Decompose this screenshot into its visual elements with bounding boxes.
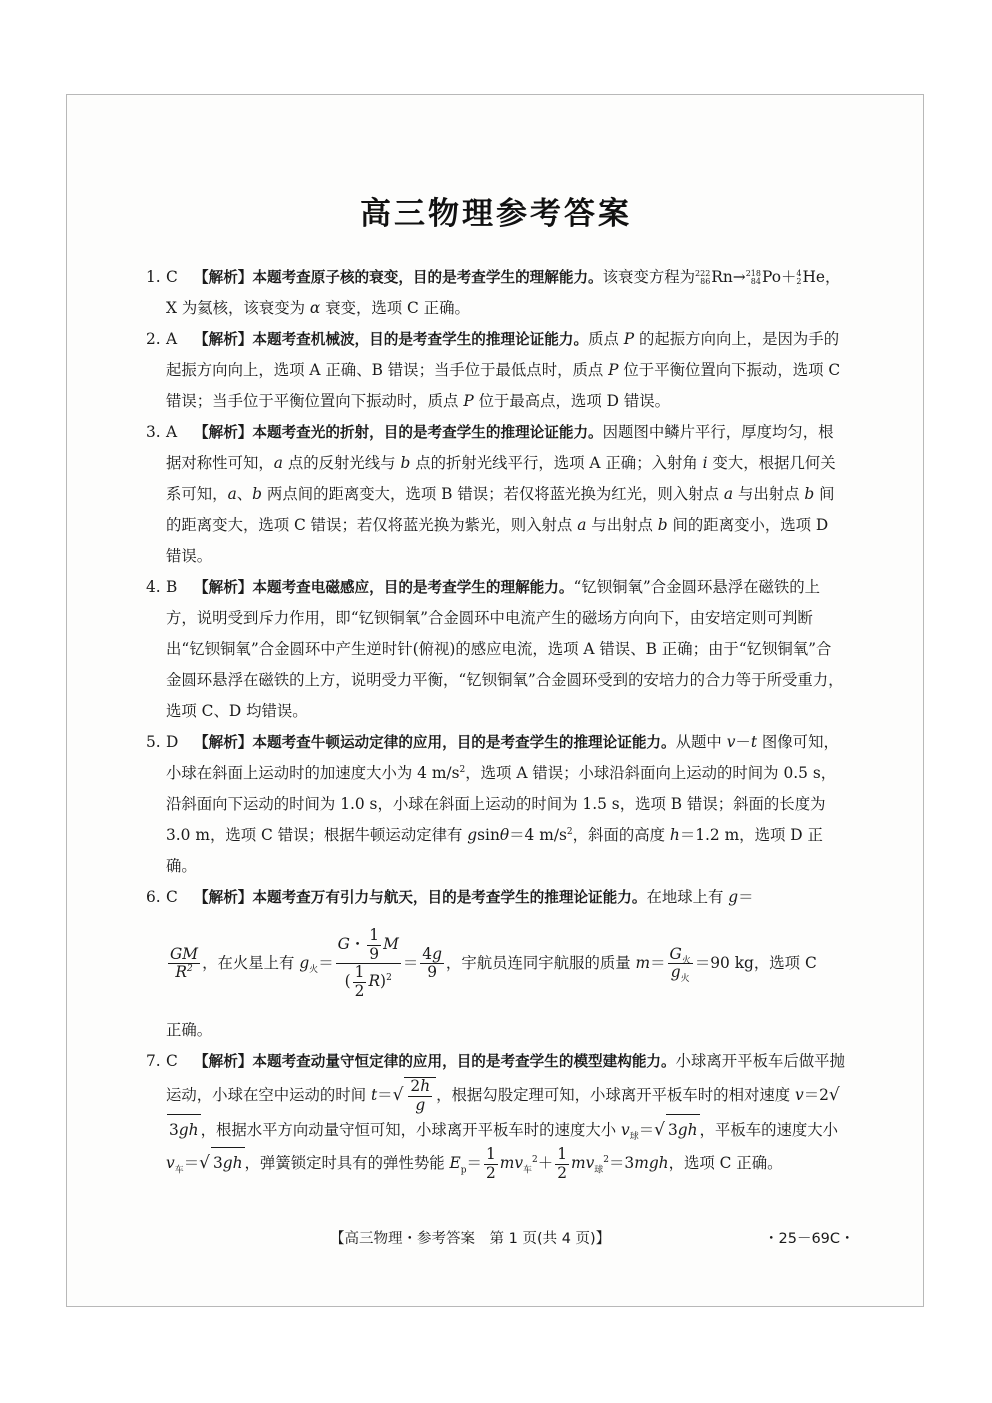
- question-5: 5. D 【解析】本题考查牛顿运动定律的应用，目的是考查学生的推理论证能力。从题中 v－t 图像可知，小球在斜面上运动时的加速度大小为 4 $m/s^2$，选项 A 错误；小球沿斜面向上运动的时间为 0.5 s，沿斜面向下运动的时间为 1.0 s，小球在斜面上运动的时间为 1.5 s，选项 B 错误；斜面的长度为 3.0 m，选项 C 错误；根据牛顿运动定律有 gsinθ＝4 $m/s^2$，斜面的高度 h＝1.2 m，选项 D 正确。: [146, 727, 846, 882]
- question-number: 1.: [146, 268, 161, 286]
- answer-letter: C: [166, 1051, 178, 1070]
- analysis-tag: 【解析】: [194, 331, 253, 348]
- answer-letter: A: [166, 330, 178, 348]
- page-title: 高三物理参考答案: [360, 196, 632, 232]
- footer-code: ・25－69C・: [764, 1231, 855, 1247]
- question-3: 3. A 【解析】本题考查光的折射，目的是考查学生的推理论证能力。因题图中鳞片平行，厚度均匀，根据对称性可知，a 点的反射光线与 b 点的折射光线平行，选项 A 正确；入射角 i 变大，根据几何关系可知，a、b 两点间的距离变大，选项 B 错误；若仅将蓝光换为红光，则入射点 a 与出射点 b 间的距离变大，选项 C 错误；若仅将蓝光换为紫光，则入射点 a 与出射点 b 间的距离变小，选项 D 错误。: [146, 417, 846, 572]
- answer-letter: D: [166, 733, 179, 751]
- analysis-tag: 【解析】: [194, 1052, 253, 1070]
- question-focus: 本题考查牛顿运动定律的应用，目的是考查学生的推理论证能力。: [252, 734, 676, 751]
- analysis-tag: 【解析】: [194, 734, 253, 751]
- question-number: 4.: [146, 578, 161, 596]
- analysis-tag: 【解析】: [194, 269, 253, 286]
- answer-letter: A: [166, 423, 178, 441]
- analysis-tag: 【解析】: [194, 579, 253, 596]
- question-7: 7. C 【解析】本题考查动量守恒定律的应用，目的是考查学生的模型建构能力。小球离开平板车后做平抛运动，小球在空中运动的时间 t＝√ $\frac{2h}{g}$ ，根据勾股定理可知，小球离开平板车时的相对速度 v＝2√3gh ，根据水平方向动量守恒可知，小球离开平板车时的速度大小 $v_球=√$ 3gh ，平板车的速度大小 $v_车=√$ 3gh ，弹簧锁定时具有的弹性势能 $E_p=$ $\frac{1}{2}$ $mv_车^2+$ $\frac{1}{2}$ $mv_球^2=3mgh$，选项 C 正确。: [146, 1046, 846, 1183]
- question-focus: 本题考查机械波，目的是考查学生的推理论证能力。: [252, 331, 589, 348]
- question-focus: 本题考查电磁感应，目的是考查学生的理解能力。: [252, 579, 574, 596]
- question-number: 5.: [146, 733, 161, 751]
- analysis-tag: 【解析】: [194, 424, 253, 441]
- answer-list: [146, 262, 846, 1183]
- question-4: 4. B 【解析】本题考查电磁感应，目的是考查学生的理解能力。“钇钡铜氧”合金圆环悬浮在磁铁的上方，说明受到斥力作用，即“钇钡铜氧”合金圆环中电流产生的磁场方向向下，由安培定则可判断出“钇钡铜氧”合金圆环中产生逆时针(俯视)的感应电流，选项 A 错误、B 正确；由于“钇钡铜氧”合金圆环悬浮在磁铁的上方，说明受力平衡，“钇钡铜氧”合金圆环受到的安培力的合力等于所受重力，选项 C、D 均错误。: [146, 572, 846, 727]
- question-2: 2. A 【解析】本题考查机械波，目的是考查学生的推理论证能力。质点 P 的起振方向向上，是因为手的起振方向向上，选项 A 正确、B 错误；当手位于最低点时，质点 P 位于平衡位置向下振动，选项 C 错误；当手位于平衡位置向下振动时，质点 P 位于最高点，选项 D 错误。: [146, 324, 846, 417]
- answer-letter: B: [166, 578, 178, 596]
- question-focus: 本题考查原子核的衰变，目的是考查学生的理解能力。: [252, 269, 603, 286]
- question-6: 6. C 【解析】本题考查万有引力与航天，目的是考查学生的推理论证能力。在地球上有 g＝ $\frac{GM}{R^2}$ ，在火星上有 $g_火=$ G・ $\frac{1}{9}$ M ( $\frac{1}{2}$ R)$^2$ ＝ $\frac{4g}{9}$ ，宇航员连同宇航服的质量 m＝ $\frac{G_火}{g_火}$ ＝90 kg，选项 C 正确。: [146, 882, 846, 1046]
- question-focus: 本题考查光的折射，目的是考查学生的推理论证能力。: [252, 424, 603, 441]
- question-number: 7.: [146, 1051, 161, 1070]
- question-number: 3.: [146, 423, 161, 441]
- question-number: 2.: [146, 330, 161, 348]
- question-focus: 本题考查万有引力与航天，目的是考查学生的推理论证能力。: [252, 889, 647, 906]
- question-number: 6.: [146, 888, 161, 906]
- question-1: 1. C 【解析】本题考查原子核的衰变，目的是考查学生的理解能力。该衰变方程为 222 86 Rn→ 218 84 Po＋ 4 2 He，X 为氦核，该衰变为 α 衰变，选项 C 正确。: [146, 262, 846, 324]
- answer-letter: C: [166, 268, 178, 286]
- answer-letter: C: [166, 888, 178, 906]
- question-focus: 本题考查动量守恒定律的应用，目的是考查学生的模型建构能力。: [252, 1052, 676, 1070]
- footer-page-info: 【高三物理・参考答案 第 1 页(共 4 页)】: [330, 1231, 611, 1247]
- analysis-tag: 【解析】: [194, 889, 253, 906]
